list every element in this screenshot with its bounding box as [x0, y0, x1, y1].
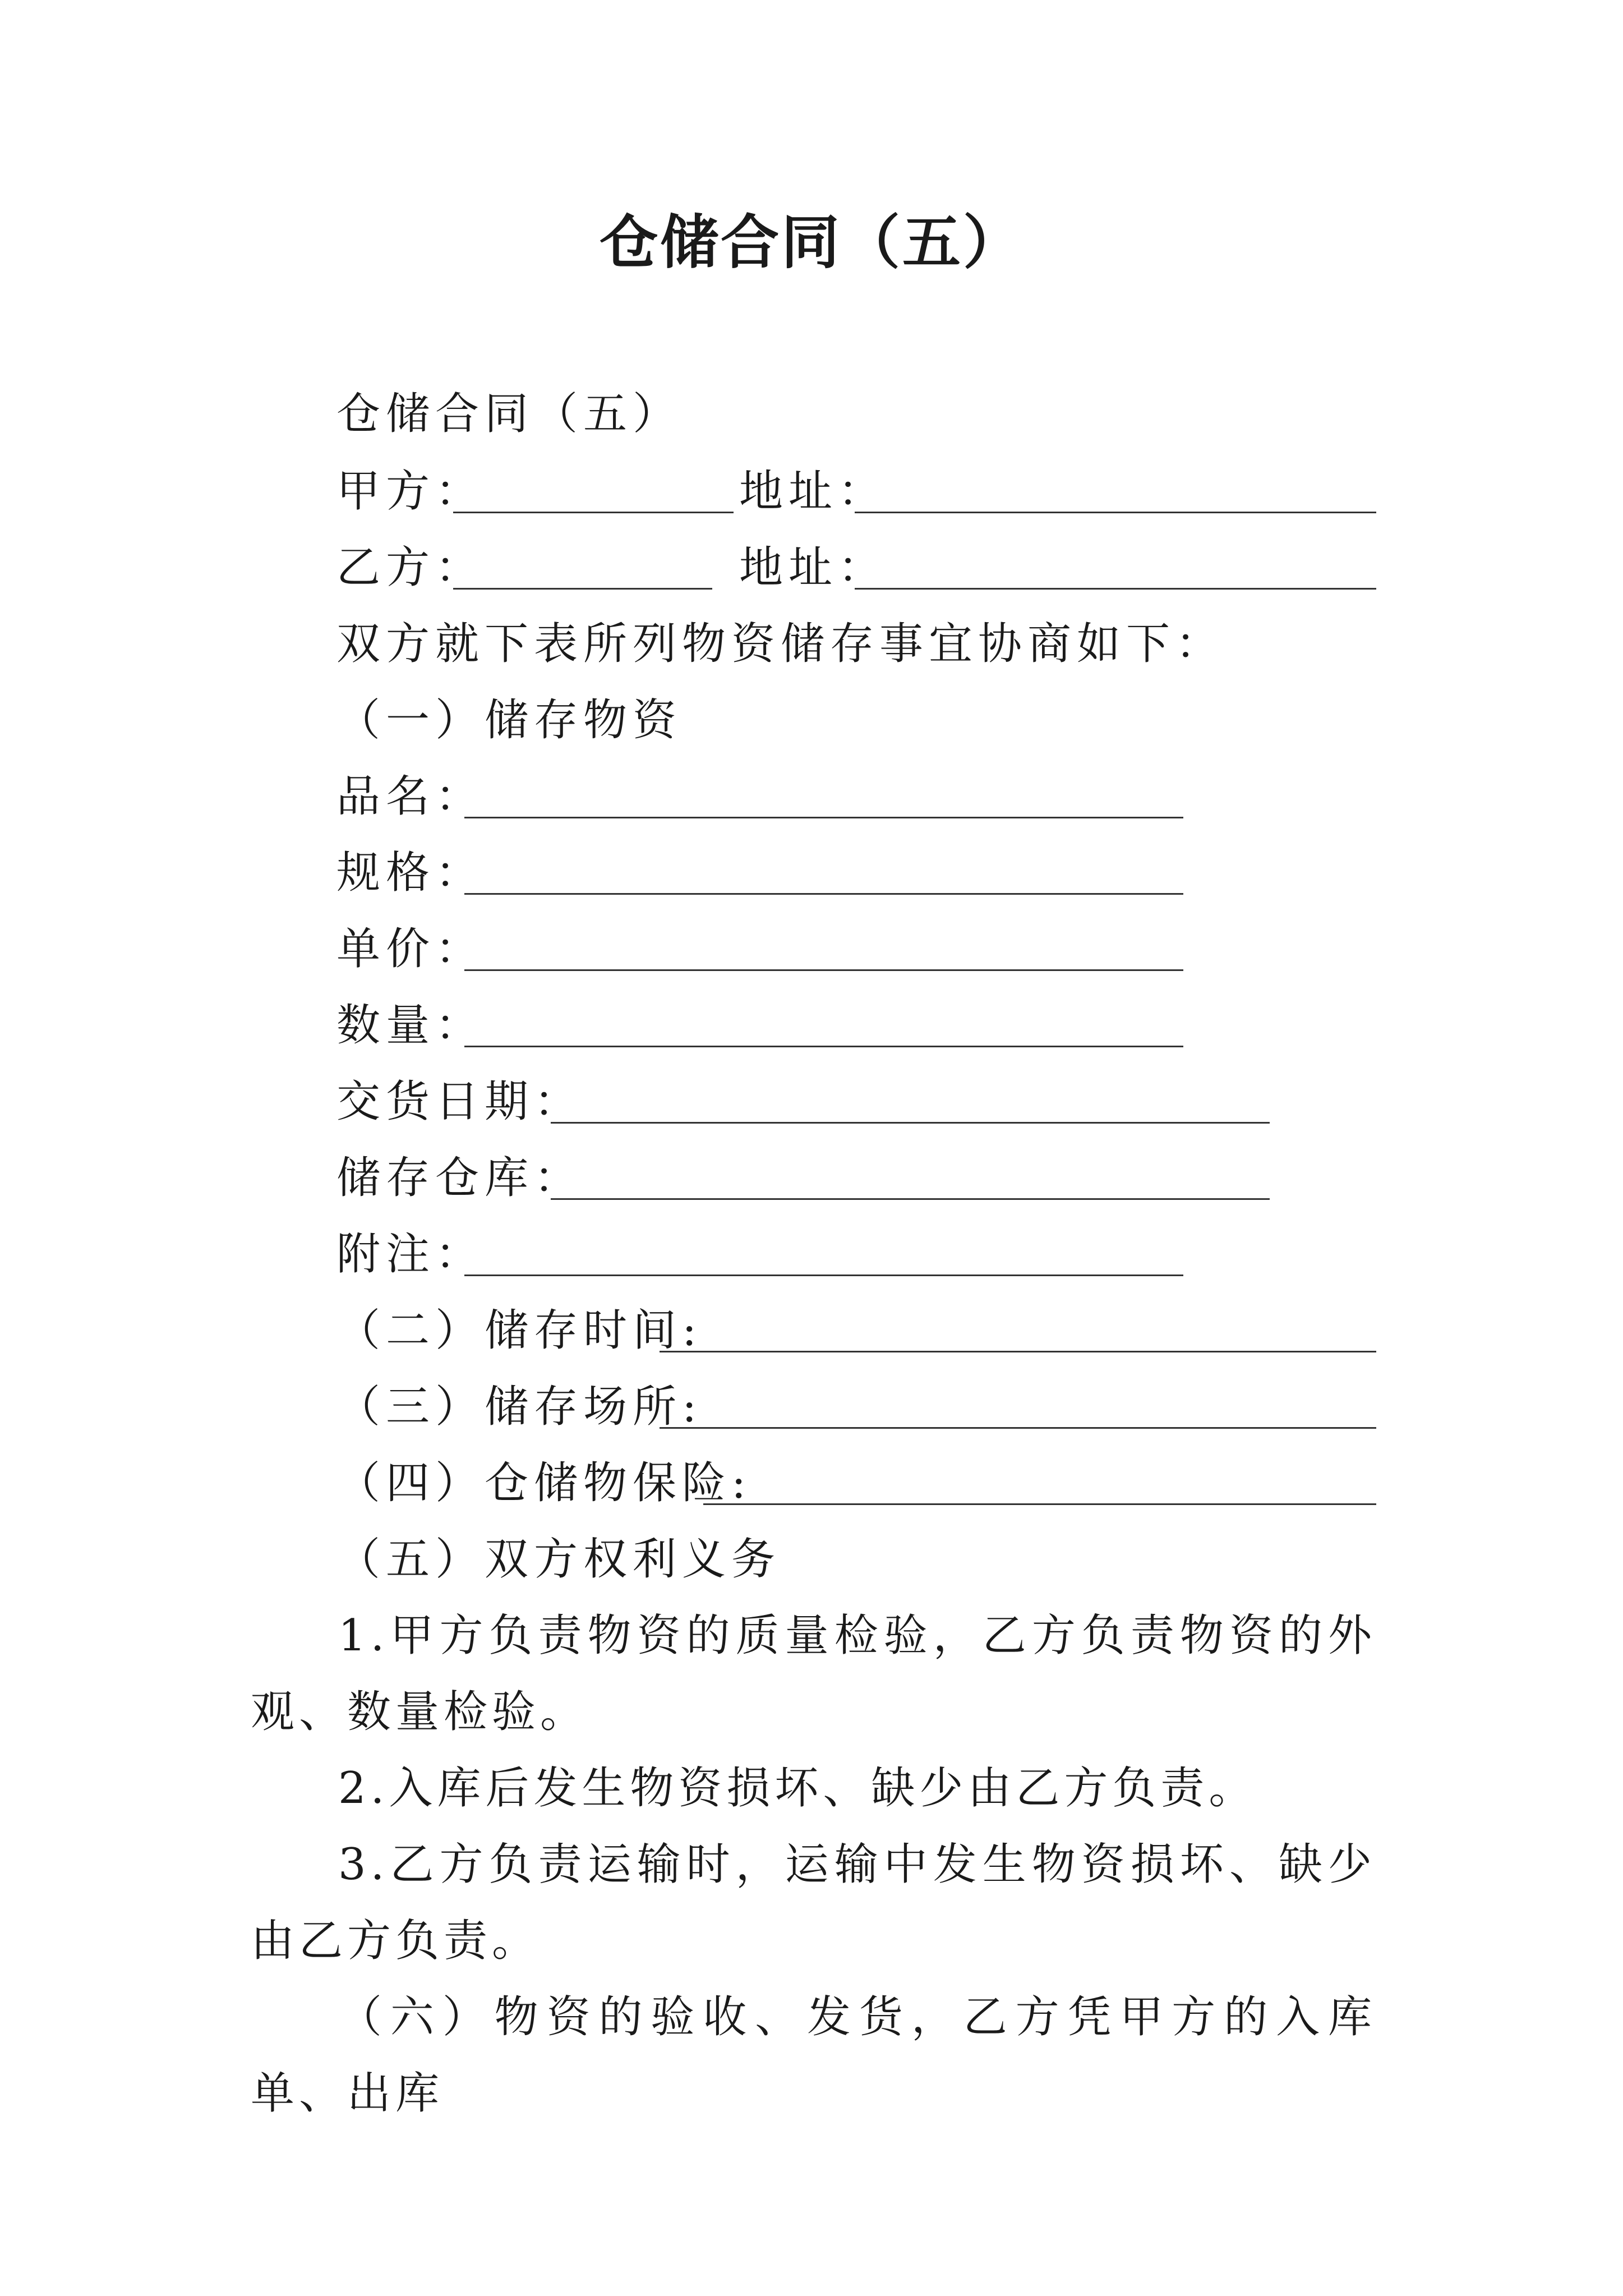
section4-label: （四）仓储物保险:: [336, 1458, 752, 1508]
field-qty-line: [336, 997, 485, 1053]
field-delivery-date-line: [336, 1074, 583, 1130]
section4-line: [336, 1455, 751, 1511]
subtitle: 仓储合同（五）: [336, 389, 683, 439]
field-spec-label: 规格：: [336, 848, 485, 898]
insurance-input[interactable]: [703, 1503, 1376, 1505]
intro-line: [336, 616, 1225, 672]
party-a-address-field[interactable]: [855, 512, 1376, 513]
field-warehouse-line: [336, 1150, 583, 1206]
party-b-label: 乙方：: [336, 542, 485, 593]
field-delivery-date-input[interactable]: [551, 1122, 1270, 1124]
field-note-label: 附注：: [336, 1229, 485, 1280]
document-title: 仓储合同（五）: [599, 208, 1023, 277]
clause-1: 1.甲方负责物资的质量检验，乙方负责物资的外观、数量检验。: [251, 1611, 1376, 1737]
field-warehouse-label: 储存仓库：: [336, 1153, 584, 1203]
party-a-label: 甲方：: [336, 466, 485, 517]
field-price-label: 单价：: [336, 924, 485, 974]
subtitle-line: [336, 386, 682, 442]
clause-3: 3.乙方负责运输时，运输中发生物资损坏、缺少由乙方负责。: [251, 1839, 1376, 1966]
field-note-line: [336, 1226, 485, 1282]
party-b-address-field[interactable]: [855, 588, 1376, 590]
section3-line: [336, 1379, 702, 1435]
section2-label: （二）储存时间:: [336, 1305, 703, 1356]
storage-time-input[interactable]: [660, 1351, 1376, 1352]
section5-heading: （五）双方权利义务: [336, 1534, 781, 1585]
section3-label: （三）储存场所:: [336, 1382, 703, 1432]
field-name-line: [336, 769, 485, 825]
section1-line: [336, 692, 682, 748]
field-qty-label: 数量：: [336, 1000, 485, 1051]
field-spec-line: [336, 845, 485, 901]
party-a-address-line: [739, 463, 887, 519]
storage-place-input[interactable]: [660, 1427, 1376, 1429]
party-b-name-field[interactable]: [453, 588, 712, 590]
field-spec-input[interactable]: [464, 893, 1183, 895]
party-a-line: [336, 463, 485, 519]
party-a-name-field[interactable]: [453, 512, 734, 513]
section6-start: （六）物资的验收、发货，乙方凭甲方的入库单、出库: [251, 1992, 1376, 2119]
party-a-address-label: 地址：: [739, 466, 888, 517]
intro-text: 双方就下表所列物资储存事宜协商如下：: [336, 619, 1225, 669]
field-name-input[interactable]: [464, 817, 1183, 818]
section1-heading: （一）储存物资: [336, 695, 683, 746]
party-b-address-line: [739, 540, 887, 596]
field-warehouse-input[interactable]: [551, 1198, 1270, 1200]
field-note-input[interactable]: [464, 1274, 1183, 1276]
section2-line: [336, 1303, 702, 1359]
section5-line: [336, 1531, 781, 1588]
clause-2: 2.入库后发生物资损坏、缺少由乙方负责。: [338, 1763, 1257, 1814]
field-price-input[interactable]: [464, 969, 1183, 971]
field-price-line: [336, 921, 485, 977]
party-b-line: [336, 540, 485, 596]
field-delivery-date-label: 交货日期：: [336, 1076, 584, 1127]
field-name-label: 品名：: [336, 771, 485, 822]
field-qty-input[interactable]: [464, 1046, 1183, 1047]
party-b-address-label: 地址：: [739, 542, 888, 593]
